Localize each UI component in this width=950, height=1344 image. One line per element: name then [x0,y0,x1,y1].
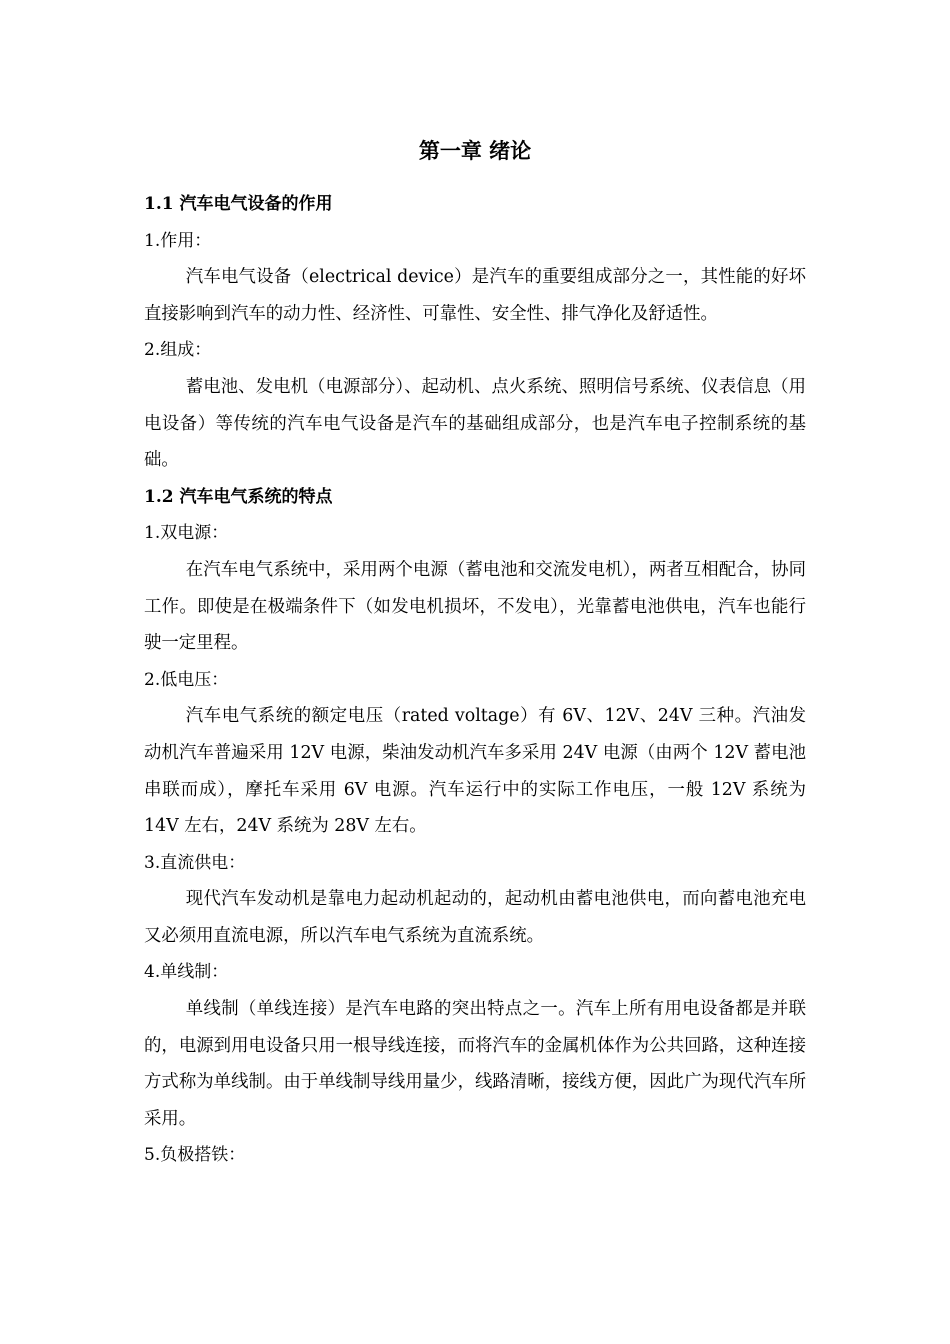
document-body [144,186,806,1174]
item-label-purpose: 1.作用： [144,230,212,251]
paragraph-dc-supply: 现代汽车发动机是靠电力起动机起动的，起动机由蓄电池供电，而向蓄电池充电又必须用直流电源，所以汽车电气系统为直流系统。 [144,889,806,946]
item-label-dc-supply: 3.直流供电： [144,852,246,873]
paragraph-composition: 蓄电池、发电机（电源部分）、起动机、点火系统、照明信号系统、仪表信息（用电设备）等传统的汽车电气设备是汽车的基础组成部分，也是汽车电子控制系统的基础。 [144,376,806,471]
paragraph-single-wire: 单线制（单线连接）是汽车电路的突出特点之一。汽车上所有用电设备都是并联的，电源到用电设备只用一根导线连接，而将汽车的金属机体作为公共回路，这种连接方式称为单线制。由于单线制导线用量少，线路清晰，接线方便，因此广为现代汽车所采用。 [144,999,806,1129]
item-label-negative-ground: 5.负极搭铁： [144,1145,246,1166]
chapter-title: 第一章 绪论 [418,138,532,163]
item-label-single-wire: 4.单线制： [144,962,229,983]
item-label-dual-power: 1.双电源： [144,523,229,544]
paragraph-purpose: 汽车电气设备（electrical device）是汽车的重要组成部分之一，其性能的好坏直接影响到汽车的动力性、经济性、可靠性、安全性、排气净化及舒适性。 [144,267,806,324]
item-label-low-voltage: 2.低电压： [144,669,229,690]
document-page [144,0,806,1344]
paragraph-low-voltage: 汽车电气系统的额定电压（rated voltage）有 6V、12V、24V 三种。汽油发动机汽车普遍采用 12V 电源，柴油发动机汽车多采用 24V 电源（由两个 12V 蓄电池串联而成），摩托车采用 6V 电源。汽车运行中的实际工作电压，一般 12V 系统为 14V 左右，24V 系统为 28V 左右。 [144,706,806,837]
section-heading-1-2: 1.2 汽车电气系统的特点 [144,486,333,507]
paragraph-dual-power: 在汽车电气系统中，采用两个电源（蓄电池和交流发电机），两者互相配合，协同工作。即使是在极端条件下（如发电机损坏，不发电），光靠蓄电池供电，汽车也能行驶一定里程。 [144,559,806,654]
item-label-composition: 2.组成： [144,340,212,361]
section-heading-1-1: 1.1 汽车电气设备的作用 [144,194,333,214]
